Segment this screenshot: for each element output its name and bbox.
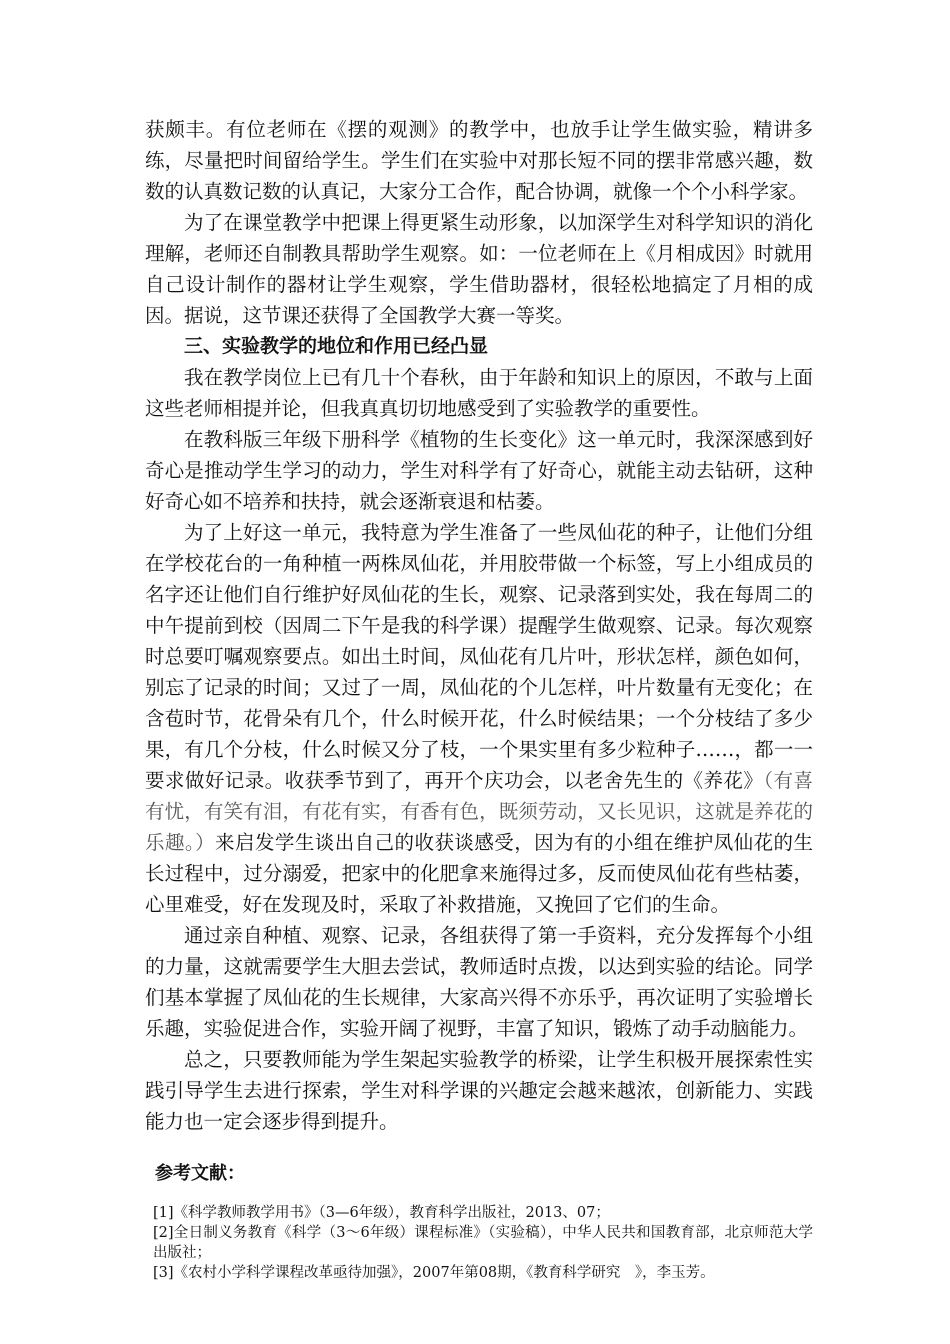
body-paragraph-5-part-b: 来启发学生谈出自己的收获谈感受，因为有的小组在维护凤仙花的生长过程中，过分溺爱，把家中的化肥拿来施得过多，反而使凤仙花有些枯萎，心里难受，好在发现及时，采取了补救措施，又挽回了它们的生命。 xyxy=(145,831,813,916)
body-paragraph-6: 通过亲自种植、观察、记录，各组获得了第一手资料，充分发挥每个小组的力量，这就需要学生大胆去尝试，教师适时点拨，以达到实验的结论。同学们基本掌握了凤仙花的生长规律，大家高兴得不亦乐乎，再次证明了实验增长乐趣，实验促进合作，实验开阔了视野，丰富了知识，锻炼了动手动脑能力。 xyxy=(145,924,813,1040)
reference-item-1: [1]《科学教师教学用书》（3—6年级），教育科学出版社，2013、07； xyxy=(153,1205,610,1221)
reference-item-3: [3]《农村小学科学课程改革亟待加强》，2007年第08期，《教育科学研究 》，李玉芳。 xyxy=(153,1265,715,1281)
document-page xyxy=(145,114,813,1283)
body-paragraph-5-part-a: 为了上好这一单元，我特意为学生准备了一些凤仙花的种子，让他们分组在学校花台的一角种植一两株凤仙花，并用胶带做一个标签，写上小组成员的名字还让他们自行维护好凤仙花的生长，观察、记录落到实处，我在每周二的中午提前到校（因周二下午是我的科学课）提醒学生做观察、记录。每次观察时总要叮嘱观察要点。如出土时间，凤仙花有几片叶，形状怎样，颜色如何，别忘了记录的时间；又过了一周，凤仙花的个儿怎样，叶片数量有无变化；在含苞时节，花骨朵有几个，什么时候开花，什么时候结果；一个分枝结了多少果，有几个分枝，什么时候又分了枝，一个果实里有多少粒种子……，都一一要求做好记录。收获季节到了，再开个庆功会，以老舍先生的《养花》 xyxy=(145,521,813,792)
section-heading-3: 三、实验教学的地位和作用已经凸显 xyxy=(184,335,489,357)
references-list xyxy=(145,1203,813,1283)
body-paragraph-5 xyxy=(145,517,813,920)
body-paragraph-3: 我在教学岗位上已有几十个春秋，由于年龄和知识上的原因，不敢与上面这些老师相提并论，但我真真切切地感受到了实验教学的重要性。 xyxy=(145,366,813,420)
yanghua-quote: （有喜有忧，有笑有泪，有花有实，有香有色，既须劳动，又长见识，这就是养花的乐趣。） xyxy=(145,769,813,854)
body-paragraph-7: 总之，只要教师能为学生架起实验教学的桥梁，让学生积极开展探索性实践引导学生去进行探索，学生对科学课的兴趣定会越来越浓，创新能力、实践能力也一定会逐步得到提升。 xyxy=(145,1048,813,1133)
body-paragraph-1: 获颇丰。有位老师在《摆的观测》的教学中，也放手让学生做实验，精讲多练，尽量把时间留给学生。学生们在实验中对那长短不同的摆非常感兴趣，数数的认真数记数的认真记，大家分工合作，配合协调，就像一个个小科学家。 xyxy=(145,118,813,203)
body-paragraph-4: 在教科版三年级下册科学《植物的生长变化》这一单元时，我深深感到好奇心是推动学生学习的动力，学生对科学有了好奇心，就能主动去钻研，这种好奇心如不培养和扶持，就会逐渐衰退和枯萎。 xyxy=(145,428,813,513)
references-title: 参考文献： xyxy=(155,1163,245,1184)
body-paragraph-2: 为了在课堂教学中把课上得更紧生动形象，以加深学生对科学知识的消化理解，老师还自制教具帮助学生观察。如：一位老师在上《月相成因》时就用自己设计制作的器材让学生观察，学生借助器材，很轻松地搞定了月相的成因。据说，这节课还获得了全国教学大赛一等奖。 xyxy=(145,211,813,327)
reference-item-2: [2]全日制义务教育《科学（3～6年级）课程标准》（实验稿），中华人民共和国教育部，北京师范大学出版社； xyxy=(153,1225,813,1261)
